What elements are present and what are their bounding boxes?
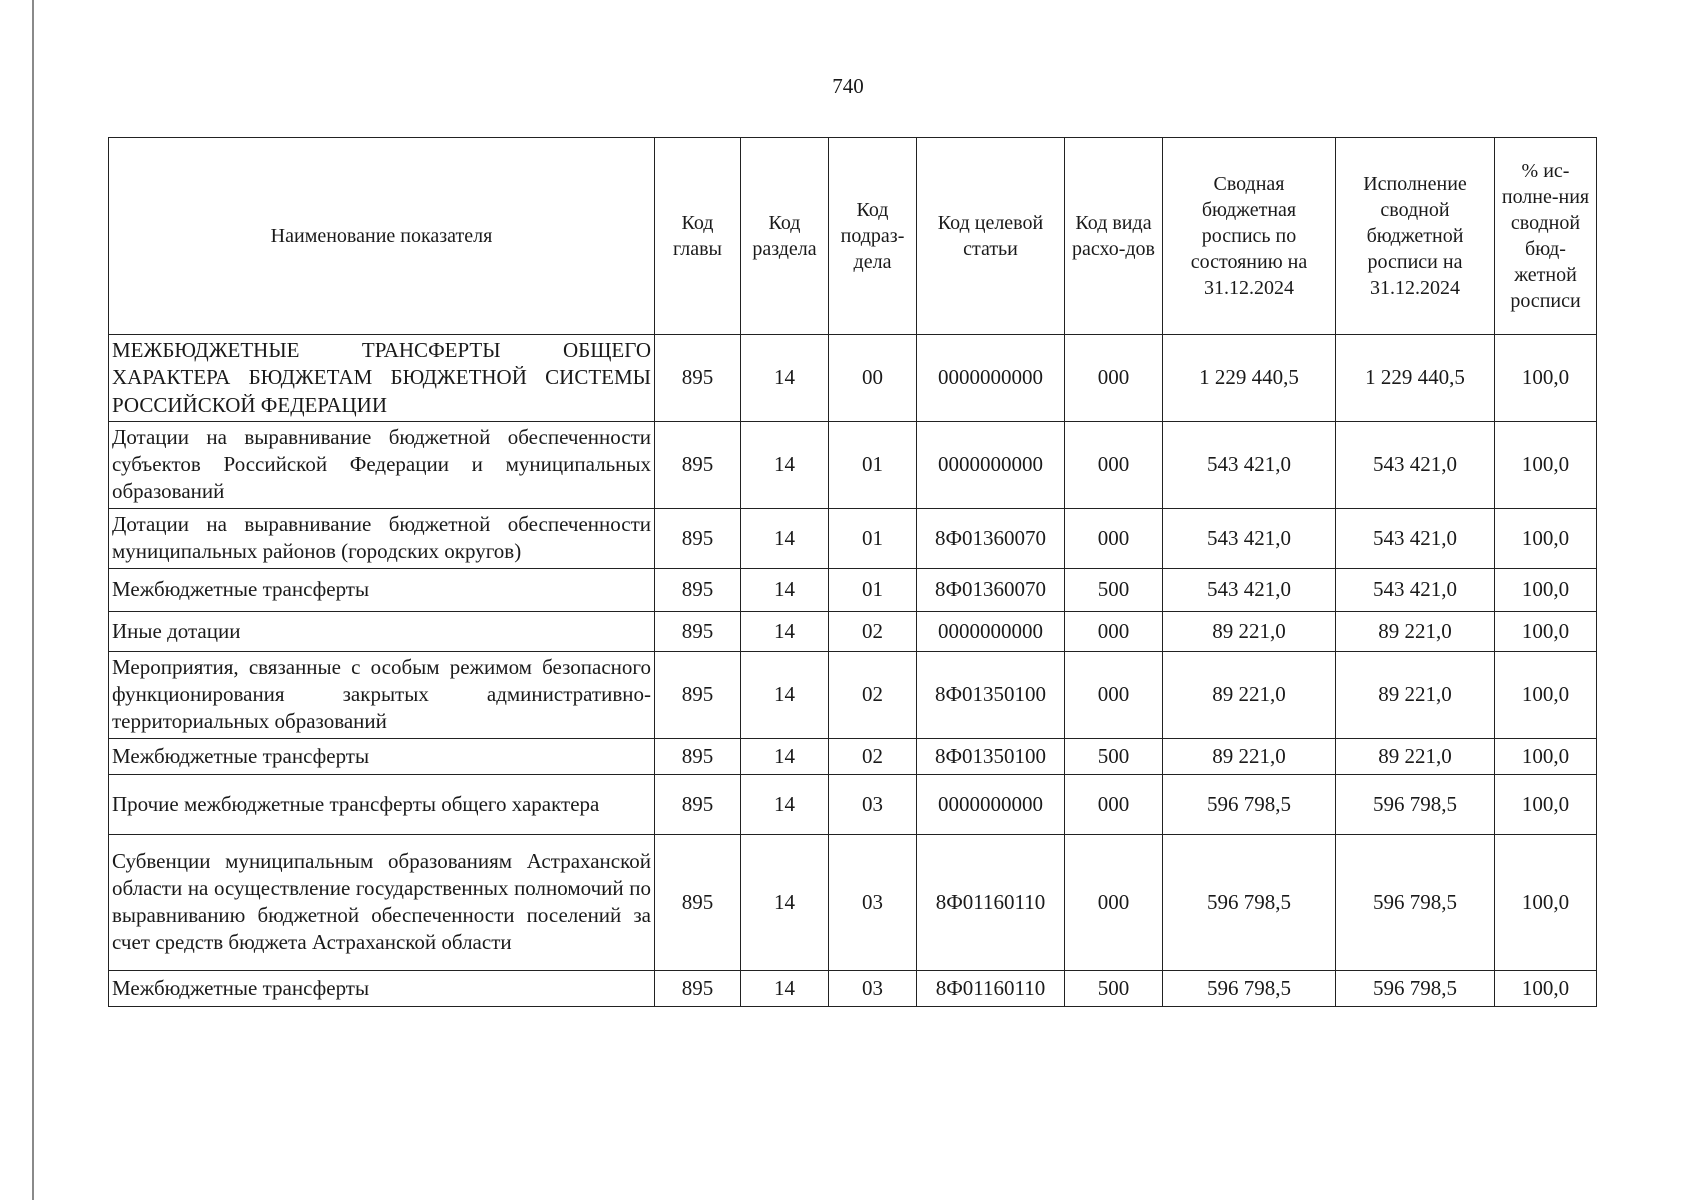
row-budget-execution: 1 229 440,5: [1336, 335, 1495, 422]
row-target-article-code: 8Ф01350100: [917, 651, 1065, 738]
row-chapter-code: 895: [655, 834, 741, 970]
row-expense-type-code: 500: [1065, 970, 1163, 1006]
row-section-code: 14: [741, 508, 829, 568]
table-row: [109, 774, 1597, 834]
row-budget-execution: 543 421,0: [1336, 508, 1495, 568]
row-budget-plan: 543 421,0: [1163, 568, 1336, 611]
row-budget-plan: 596 798,5: [1163, 834, 1336, 970]
row-execution-percent: 100,0: [1495, 774, 1597, 834]
row-execution-percent: 100,0: [1495, 568, 1597, 611]
row-section-code: 14: [741, 651, 829, 738]
row-budget-plan: 1 229 440,5: [1163, 335, 1336, 422]
row-target-article-code: 8Ф01360070: [917, 568, 1065, 611]
row-name-cell: МЕЖБЮДЖЕТНЫЕ ТРАНСФЕРТЫ ОБЩЕГО ХАРАКТЕРА БЮДЖЕТАМ БЮДЖЕТНОЙ СИСТЕМЫ РОССИЙСКОЙ ФЕДЕРАЦИИ: [109, 335, 655, 422]
table-row: [109, 834, 1597, 970]
row-target-article-code: 0000000000: [917, 611, 1065, 651]
row-budget-execution: 543 421,0: [1336, 568, 1495, 611]
row-expense-type-code: 500: [1065, 568, 1163, 611]
row-execution-percent: 100,0: [1495, 508, 1597, 568]
row-target-article-code: 0000000000: [917, 774, 1065, 834]
row-name-cell: Межбюджетные трансферты: [109, 970, 655, 1006]
row-budget-execution: 89 221,0: [1336, 611, 1495, 651]
row-chapter-code: 895: [655, 738, 741, 774]
row-budget-plan: 596 798,5: [1163, 970, 1336, 1006]
row-budget-execution: 89 221,0: [1336, 651, 1495, 738]
table-header-row: [109, 138, 1597, 335]
row-name-cell: Межбюджетные трансферты: [109, 738, 655, 774]
row-budget-execution: 543 421,0: [1336, 421, 1495, 508]
row-execution-percent: 100,0: [1495, 651, 1597, 738]
row-budget-plan: 89 221,0: [1163, 738, 1336, 774]
row-execution-percent: 100,0: [1495, 834, 1597, 970]
row-section-code: 14: [741, 970, 829, 1006]
row-subsection-code: 03: [829, 834, 917, 970]
row-expense-type-code: 000: [1065, 508, 1163, 568]
row-subsection-code: 03: [829, 970, 917, 1006]
row-budget-execution: 596 798,5: [1336, 834, 1495, 970]
row-subsection-code: 01: [829, 421, 917, 508]
row-subsection-code: 01: [829, 568, 917, 611]
row-expense-type-code: 000: [1065, 651, 1163, 738]
row-subsection-code: 00: [829, 335, 917, 422]
row-budget-plan: 543 421,0: [1163, 508, 1336, 568]
table-row: [109, 335, 1597, 422]
table-row: [109, 970, 1597, 1006]
row-chapter-code: 895: [655, 421, 741, 508]
row-budget-plan: 596 798,5: [1163, 774, 1336, 834]
row-name-cell: Мероприятия, связанные с особым режимом безопасного функционирования закрытых административно-территориальных образований: [109, 651, 655, 738]
row-section-code: 14: [741, 335, 829, 422]
header-expense-type-code: Код вида расхо-дов: [1065, 138, 1163, 335]
row-target-article-code: 0000000000: [917, 421, 1065, 508]
row-subsection-code: 02: [829, 738, 917, 774]
row-subsection-code: 02: [829, 651, 917, 738]
row-chapter-code: 895: [655, 970, 741, 1006]
row-section-code: 14: [741, 834, 829, 970]
row-budget-plan: 89 221,0: [1163, 611, 1336, 651]
row-execution-percent: 100,0: [1495, 421, 1597, 508]
page-margin-rule: [32, 0, 34, 1200]
row-chapter-code: 895: [655, 508, 741, 568]
header-section-code: Код раздела: [741, 138, 829, 335]
row-budget-plan: 543 421,0: [1163, 421, 1336, 508]
row-expense-type-code: 000: [1065, 774, 1163, 834]
header-subsection-code: Код подраз-дела: [829, 138, 917, 335]
row-budget-execution: 596 798,5: [1336, 774, 1495, 834]
row-chapter-code: 895: [655, 568, 741, 611]
row-section-code: 14: [741, 421, 829, 508]
row-target-article-code: 0000000000: [917, 335, 1065, 422]
row-execution-percent: 100,0: [1495, 970, 1597, 1006]
row-expense-type-code: 000: [1065, 421, 1163, 508]
page-number: 740: [832, 74, 864, 98]
row-target-article-code: 8Ф01160110: [917, 834, 1065, 970]
table-row: [109, 508, 1597, 568]
row-chapter-code: 895: [655, 611, 741, 651]
table-row: [109, 421, 1597, 508]
row-chapter-code: 895: [655, 335, 741, 422]
table-row: [109, 611, 1597, 651]
row-subsection-code: 01: [829, 508, 917, 568]
row-name-cell: Прочие межбюджетные трансферты общего характера: [109, 774, 655, 834]
row-section-code: 14: [741, 774, 829, 834]
row-expense-type-code: 000: [1065, 611, 1163, 651]
row-section-code: 14: [741, 611, 829, 651]
header-chapter-code: Код главы: [655, 138, 741, 335]
header-target-article-code: Код целевой статьи: [917, 138, 1065, 335]
row-name-cell: Дотации на выравнивание бюджетной обеспеченности муниципальных районов (городских округов): [109, 508, 655, 568]
row-section-code: 14: [741, 738, 829, 774]
row-subsection-code: 03: [829, 774, 917, 834]
row-budget-execution: 89 221,0: [1336, 738, 1495, 774]
row-execution-percent: 100,0: [1495, 611, 1597, 651]
table-row: [109, 568, 1597, 611]
row-expense-type-code: 000: [1065, 834, 1163, 970]
row-expense-type-code: 000: [1065, 335, 1163, 422]
row-name-cell: Иные дотации: [109, 611, 655, 651]
row-chapter-code: 895: [655, 651, 741, 738]
row-chapter-code: 895: [655, 774, 741, 834]
row-name-cell: Дотации на выравнивание бюджетной обеспеченности субъектов Российской Федерации и муниципальных образований: [109, 421, 655, 508]
row-execution-percent: 100,0: [1495, 335, 1597, 422]
row-expense-type-code: 500: [1065, 738, 1163, 774]
row-budget-execution: 596 798,5: [1336, 970, 1495, 1006]
row-budget-plan: 89 221,0: [1163, 651, 1336, 738]
budget-execution-table: [108, 137, 1597, 1007]
header-budget-execution: Исполнение сводной бюджетной росписи на 31.12.2024: [1336, 138, 1495, 335]
table-row: [109, 738, 1597, 774]
row-target-article-code: 8Ф01350100: [917, 738, 1065, 774]
row-execution-percent: 100,0: [1495, 738, 1597, 774]
row-target-article-code: 8Ф01360070: [917, 508, 1065, 568]
row-name-cell: Межбюджетные трансферты: [109, 568, 655, 611]
header-name: Наименование показателя: [109, 138, 655, 335]
row-name-cell: Субвенции муниципальным образованиям Астраханской области на осуществление государственных полномочий по выравниванию бюджетной обеспеченности поселений за счет средств бюджета Астраханской области: [109, 834, 655, 970]
row-target-article-code: 8Ф01160110: [917, 970, 1065, 1006]
row-subsection-code: 02: [829, 611, 917, 651]
table-row: [109, 651, 1597, 738]
row-section-code: 14: [741, 568, 829, 611]
header-execution-percent: % ис-полне-ния сводной бюд-жетной росписи: [1495, 138, 1597, 335]
header-budget-plan: Сводная бюджетная роспись по состоянию на 31.12.2024: [1163, 138, 1336, 335]
